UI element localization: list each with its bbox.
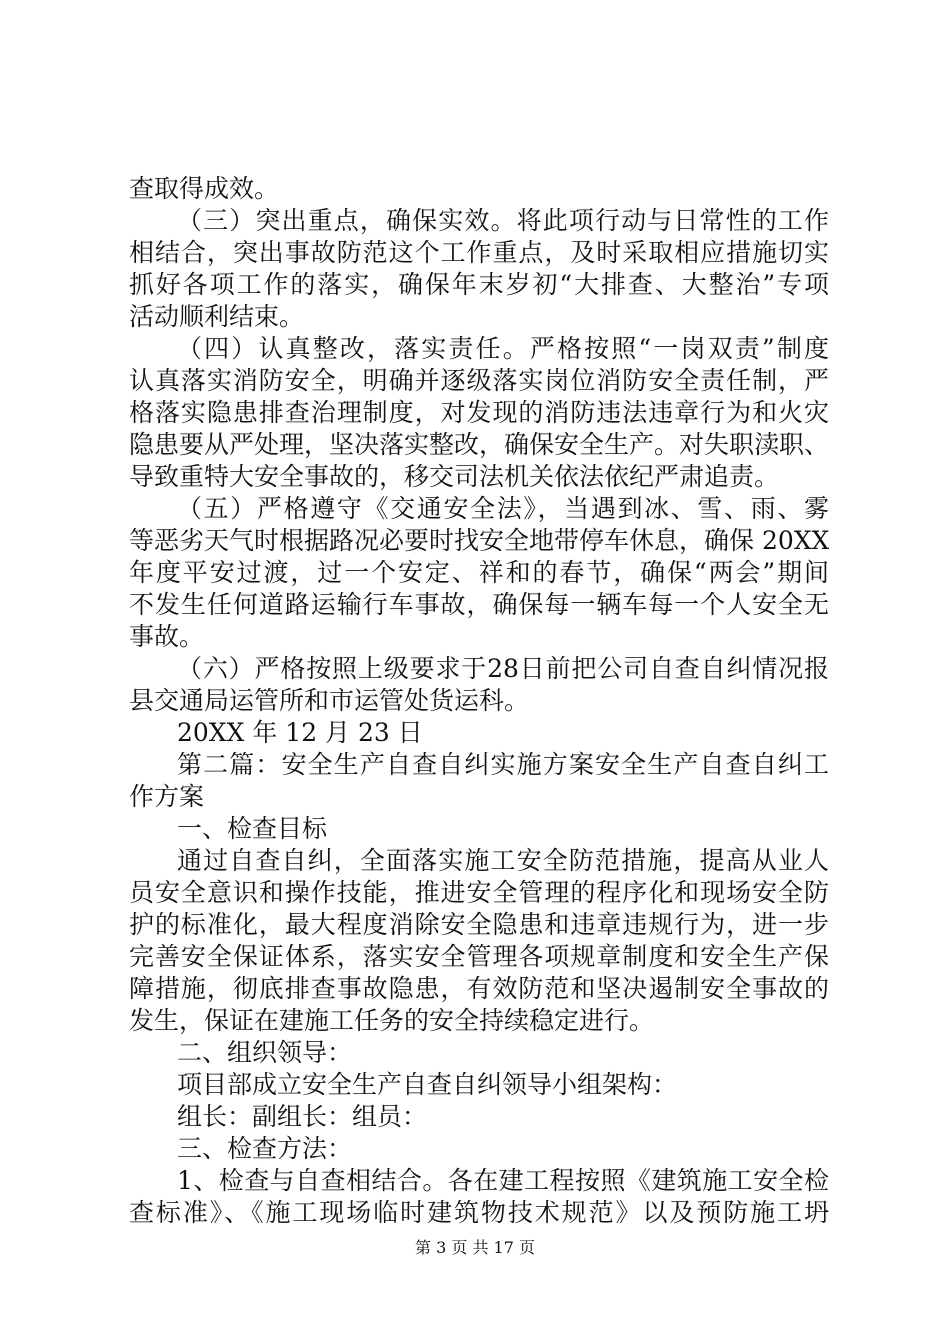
paragraph-heading-6: （六）严格按照上级要求于28日前把公司自查自纠情况报 (177, 654, 829, 683)
text-line: 认真落实消防安全，明确并逐级落实岗位消防安全责任制，严 (129, 366, 829, 395)
text-line: 等恶劣天气时根据路况必要时找安全地带停车休息，确保 20XX (129, 526, 829, 555)
text-line: 年度平安过渡，过一个安定、祥和的春节，确保“两会”期间 (129, 558, 829, 587)
text-line: 导致重特大安全事故的，移交司法机关依法依纪严肃追责。 (129, 462, 780, 491)
paragraph-heading-3: （三）突出重点，确保实效。将此项行动与日常性的工作 (177, 206, 829, 235)
text-line: 护的标准化，最大程度消除安全隐患和违章违规行为，进一步 (129, 910, 829, 939)
text-line: 隐患要从严处理，坚决落实整改，确保安全生产。对失职渎职、 (129, 430, 829, 459)
text-line: 县交通局运管所和市运管处货运科。 (129, 686, 530, 715)
text-line: 项目部成立安全生产自查自纠领导小组架构： (177, 1070, 678, 1099)
text-line: 抓好各项工作的落实，确保年末岁初“大排查、大整治”专项 (129, 270, 829, 299)
text-line: 查标准》、《施工现场临时建筑物技术规范》以及预防施工坍 (129, 1198, 829, 1227)
text-line: 相结合，突出事故防范这个工作重点，及时采取相应措施切实 (129, 238, 829, 267)
text-line: 活动顺利结束。 (129, 302, 305, 331)
heading-inspection-method: 三、检查方法： (177, 1134, 353, 1163)
heading-organization: 二、组织领导： (177, 1038, 353, 1067)
heading-inspection-goal: 一、检查目标 (177, 814, 328, 843)
text-line: 不发生任何道路运输行车事故，确保每一辆车每一个人安全无 (129, 590, 829, 619)
text-line: 组长：副组长：组员： (177, 1102, 428, 1131)
text-line: 格落实隐患排查治理制度，对发现的消防违法违章行为和火灾 (129, 398, 829, 427)
text-line: 员安全意识和操作技能，推进安全管理的程序化和现场安全防 (129, 878, 829, 907)
text-line: 事故。 (129, 622, 205, 651)
paragraph-heading-5: （五）严格遵守《交通安全法》，当遇到冰、雪、雨、雾 (177, 494, 829, 523)
section-title-continued: 作方案 (129, 782, 205, 811)
section-title: 第二篇：安全生产自查自纠实施方案安全生产自查自纠工 (177, 750, 829, 779)
text-line: 1、检查与自查相结合。各在建工程按照《建筑施工安全检 (177, 1166, 829, 1195)
text-line: 通过自查自纠，全面落实施工安全防范措施，提高从业人 (177, 846, 829, 875)
text-line: 发生，保证在建施工任务的安全持续稳定进行。 (129, 1006, 655, 1035)
text-line: 完善安全保证体系，落实安全管理各项规章制度和安全生产保 (129, 942, 829, 971)
paragraph-heading-4: （四）认真整改，落实责任。严格按照“一岗双责”制度 (177, 334, 829, 363)
page-footer: 第 3 页 共 17 页 (415, 1238, 535, 1257)
date-line: 20XX 年 12 月 23 日 (177, 718, 423, 747)
text-line: 查取得成效。 (129, 174, 280, 203)
text-line: 障措施，彻底排查事故隐患，有效防范和坚决遏制安全事故的 (129, 974, 829, 1003)
